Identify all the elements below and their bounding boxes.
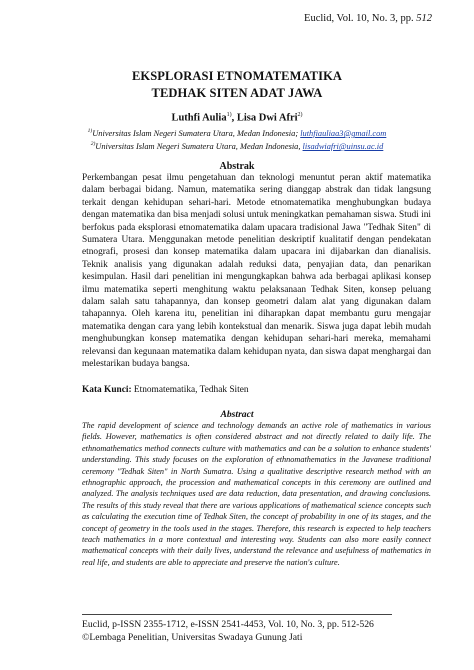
paper-title bbox=[0, 68, 474, 102]
footer-divider bbox=[82, 614, 392, 615]
page-number: 512 bbox=[416, 13, 432, 24]
affiliation-text: Universitas Islam Negeri Sumatera Utara, Medan Indonesia, bbox=[95, 141, 303, 151]
title-line-2: TEDHAK SITEN ADAT JAWA bbox=[151, 86, 323, 100]
author-affiliation-mark: 1) bbox=[226, 112, 232, 118]
abstrak-body: Perkembangan pesat ilmu pengetahuan dan teknologi menuntut peran aktif matematika dalam berbagai bidang. Namun, matematika sering dianggap abstrak dan tidak langsung terkait dengan kehidupan sehari-hari. Metode etnomatematika menghubungkan budaya dengan matematika dan bisa menjadi solusi untuk meningkatkan pemahaman siswa. Studi ini berfokus pada eksplorasi etnomatematika dalam upacara tradisional Jawa "Tedhak Siten" di Sumatera Utara. Menggunakan metode penelitian deskriptif kualitatif dengan pendekatan etnografi, prosesi dan konsep matematika dalam upacara ini dijabarkan dan dianalisis. Teknik analisis yang digunakan adalah reduksi data, penyajian data, dan penarikan kesimpulan. Hasil dari penelitian ini mengungkapkan bahwa ada berbagai aplikasi konsep ilmu matematika seperti menghitung waktu pelaksanaan Tedhak Siten, konsep peluang dalam salah satu tahapannya, dan konsep geometri dalam alat yang digunakan dalam tahapannya. Oleh karena itu, penelitian ini diharapkan dapat membantu guru mengajar matematika dengan cara yang lebih kontekstual dan menarik. Siswa juga dapat lebih mudah menghubungkan konsep matematika dengan kehidupan sehari-hari mereka, memahami relevansi dan kegunaan matematika dalam kehidupan nyata, dan siswa dapat menghargai dan melestarikan budaya bangsa. bbox=[82, 173, 431, 370]
abstrak-heading: Abstrak bbox=[219, 161, 255, 172]
affiliation-mark: 1) bbox=[87, 128, 93, 134]
footer-publisher: ©Lembaga Penelitian, Universitas Swadaya Gunung Jati bbox=[82, 632, 303, 643]
author-list bbox=[0, 112, 474, 124]
abstract-heading: Abstract bbox=[220, 409, 254, 420]
author-separator: , bbox=[231, 112, 237, 124]
email-link[interactable]: lisadwiafri@uinsu.ac.id bbox=[302, 141, 384, 151]
keywords-label: Kata Kunci: bbox=[82, 385, 132, 395]
email-link[interactable]: luthfiauliaa3@gmail.com bbox=[300, 128, 387, 138]
affiliation bbox=[0, 141, 474, 151]
journal-info: Euclid, Vol. 10, No. 3, pp. bbox=[304, 13, 414, 24]
abstract-body: The rapid development of science and technology demands an active role of mathematics in various fields. However, mathematics is often considered abstract and not directly related to daily life. The ethnomathematics method connects culture with mathematics and can be a solution to enhance students' understanding. This study focuses on the exploration of ethnomathematics in the Javanese traditional ceremony "Tedhak Siten" in North Sumatra. Using a qualitative descriptive research method with an ethnographic approach, the procession and mathematical concepts in this ceremony are outlined and analyzed. The analysis techniques used are data reduction, data presentation, and drawing conclusions. The results of this study reveal that there are various applications of mathematical science concepts such as calculating the execution time of Tedhak Siten, the concept of probability in one of its stages, and the concept of geometry in the tools used in the stages. Therefore, this research is expected to help teachers teach mathematics in a more contextual and interesting way. Students can also more easily connect mathematical concepts with their daily lives, understand the relevance and usefulness of mathematics in real life, and students are able to appreciate and preserve the nation's culture. bbox=[82, 421, 431, 567]
keywords bbox=[82, 385, 431, 395]
keywords-text: Etnomatematika, Tedhak Siten bbox=[131, 385, 249, 395]
title-line-1: EKSPLORASI ETNOMATEMATIKA bbox=[131, 69, 343, 83]
affiliation-mark: 2) bbox=[90, 141, 96, 147]
affiliation-text: Universitas Islam Negeri Sumatera Utara, Medan Indonesia; bbox=[92, 128, 301, 138]
footer-journal-info: Euclid, p-ISSN 2355-1712, e-ISSN 2541-4453, Vol. 10, No. 3, pp. 512-526 bbox=[82, 619, 374, 630]
affiliation bbox=[0, 128, 474, 138]
author-affiliation-mark: 2) bbox=[297, 112, 303, 118]
author-name: Lisa Dwi Afri bbox=[236, 112, 298, 124]
author-name: Luthfi Aulia bbox=[171, 112, 227, 124]
running-header bbox=[304, 13, 432, 24]
